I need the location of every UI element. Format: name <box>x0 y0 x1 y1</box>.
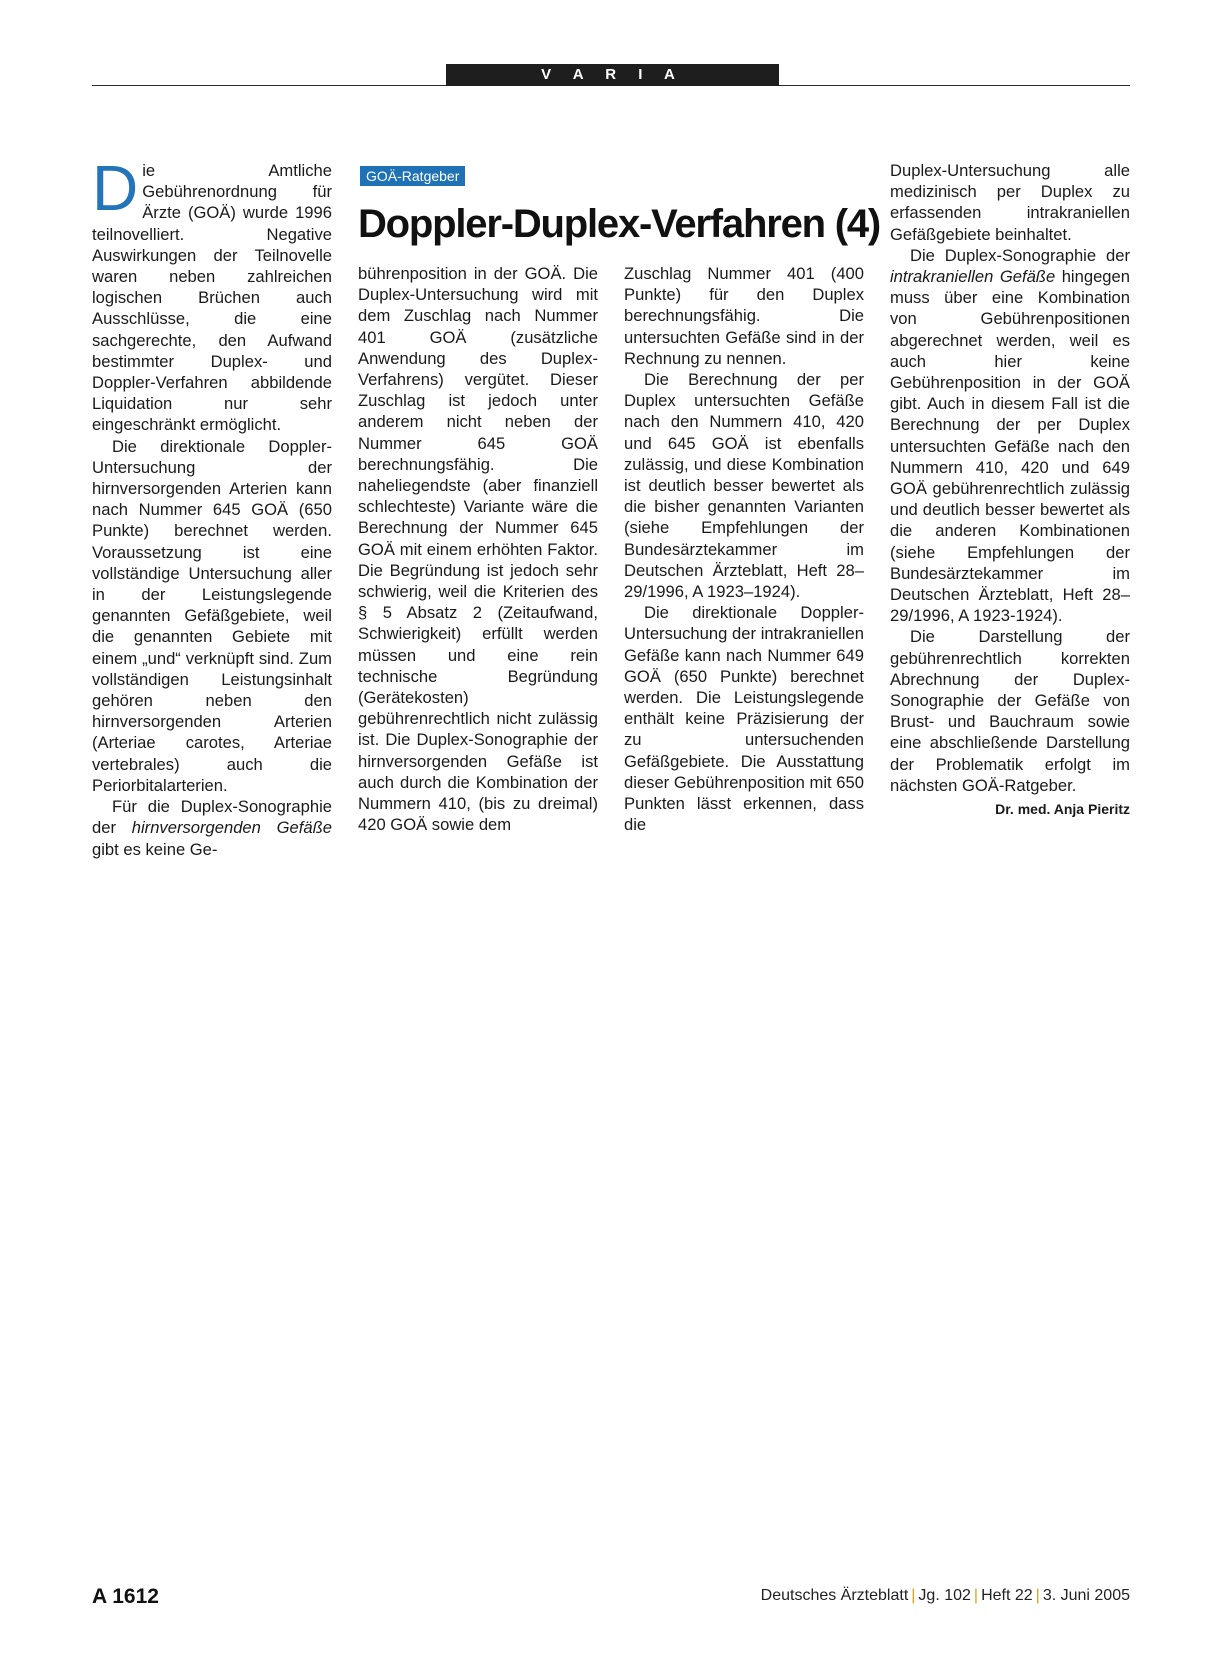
paragraph <box>890 626 1130 818</box>
issue-date: 3. Juni 2005 <box>1042 1587 1130 1604</box>
paragraph <box>92 796 332 860</box>
paragraph: bührenposition in der GOÄ. Die Duplex-Untersuchung wird mit dem Zuschlag nach Nummer 401 GOÄ (zusätzliche Anwendung des Duplex-Verfahrens) vergütet. Dieser Zuschlag ist jedoch unter anderem nicht neben der Nummer 645 GOÄ berechnungsfähig. Die naheliegendste (aber finanziell schlechteste) Variante wäre die Berechnung der Nummer 645 GOÄ mit einem erhöhten Faktor. Die Begründung ist jedoch sehr schwierig, weil die Kriterien des § 5 Absatz 2 (Zeitaufwand, Schwierigkeit) erfüllt werden müssen und eine rein technische Begründung (Gerätekosten) gebührenrechtlich nicht zulässig ist. Die Duplex-Sonographie der hirnversorgenden Gefäße ist auch durch die Kombination der Nummern 410, (bis zu dreimal) 420 GOÄ sowie dem <box>358 264 598 835</box>
paragraph <box>92 152 332 436</box>
paragraph: Duplex-Untersuchung alle medizinisch per Duplex zu erfassenden intrakraniellen Gefäßgebiete beinhaltet. <box>890 161 1130 244</box>
emphasis-text: hirnversorgenden Gefäße <box>131 818 332 838</box>
paragraph: Die direktionale Doppler-Untersuchung der hirnversorgenden Arterien kann nach Nummer 645 GOÄ (650 Punkte) berechnet werden. Voraussetzung ist eine vollständige Untersuchung aller in der Leistungslegende genannten Gefäßgebiete, weil die genannten Gebiete mit einem „und“ verknüpft sind. Zum vollständigen Leistungsinhalt gehören neben den hirnversorgenden Arterien (Arteriae carotes, Arteriae vertebrales) auch die Periorbitalarterien. <box>92 436 332 795</box>
emphasis-text: intrakraniellen Gefäße <box>890 267 1056 287</box>
drop-cap: D <box>92 152 139 224</box>
paragraph <box>890 245 1130 627</box>
section-label: V A R I A <box>446 64 779 86</box>
paragraph-text: Die Duplex-Sonographie der <box>910 245 1130 265</box>
column-2 <box>358 263 598 835</box>
column-3 <box>624 263 864 835</box>
category-badge: GOÄ-Ratgeber <box>360 166 465 186</box>
issue: Heft 22 <box>981 1587 1033 1604</box>
volume: Jg. 102 <box>918 1587 971 1604</box>
paragraph-text: Für die Duplex-Sonographie der <box>92 797 332 838</box>
separator: | <box>973 1587 979 1604</box>
column-4 <box>890 160 1130 820</box>
article-title: Doppler-Duplex-Verfahren (4) <box>358 202 881 246</box>
footer-citation <box>761 1587 1130 1605</box>
separator: | <box>1035 1587 1040 1604</box>
column-1 <box>92 152 332 860</box>
paragraph: Zuschlag Nummer 401 (400 Punkte) für den Duplex berechnungsfähig. Die untersuchten Gefäße sind in der Rechnung zu nennen. <box>624 264 864 368</box>
paragraph: Die direktionale Doppler-Untersuchung der intrakraniellen Gefäße kann nach Nummer 649 GOÄ (650 Punkte) berechnet werden. Die Leistungslegende enthält keine Präzisierung der zu untersuchenden Gefäßgebiete. Die Ausstattung dieser Gebührenposition mit 650 Punkten lässt erkennen, dass die <box>624 603 864 835</box>
page-number: A 1612 <box>92 1585 159 1608</box>
separator: | <box>911 1587 916 1604</box>
paragraph-text: gibt es keine Ge- <box>92 839 218 859</box>
paragraph: Die Berechnung der per Duplex untersuchten Gefäße nach den Nummern 410, 420 und 645 GOÄ ist ebenfalls zulässig, und diese Kombination ist deutlich besser bewertet als die bisher genannten Varianten (siehe Empfehlungen der Bundesärztekammer im Deutschen Ärzteblatt, Heft 28–29/1996, A 1923–1924). <box>624 370 864 602</box>
journal-name: Deutsches Ärzteblatt <box>760 1587 909 1604</box>
author-byline: Dr. med. Anja Pieritz <box>995 801 1130 818</box>
paragraph-text: ie Amtliche Gebührenordnung für Ärzte (GOÄ) wurde 1996 teilnovelliert. Negative Auswirkungen der Teilnovelle waren neben zahlreichen logischen Brüchen auch Ausschlüsse, die eine sachgerechte, den Aufwand bestimmter Duplex- und Doppler-Verfahren abbildende Liquidation nur sehr eingeschränkt ermöglicht. <box>92 161 332 435</box>
paragraph-text: hingegen muss über eine Kombination von Gebührenpositionen abgerechnet werden, weil es auch hier keine Gebührenposition in der GOÄ gibt. Auch in diesem Fall ist die Berechnung der per Duplex untersuchten Gefäße nach den Nummern 410, 420 und 649 GOÄ gebührenrechtlich zulässig und deutlich besser bewertet als die anderen Kombinationen (siehe Empfehlungen der Bundesärztekammer im Deutschen Ärzteblatt, Heft 28–29/1996, A 1923-1924). <box>890 267 1130 626</box>
paragraph-text: Die Darstellung der gebührenrechtlich korrekten Abrechnung der Duplex-Sonographie der Gefäße von Brust- und Bauchraum sowie eine abschließende Darstellung der Problematik erfolgt im nächsten GOÄ-Ratgeber. <box>890 627 1130 795</box>
